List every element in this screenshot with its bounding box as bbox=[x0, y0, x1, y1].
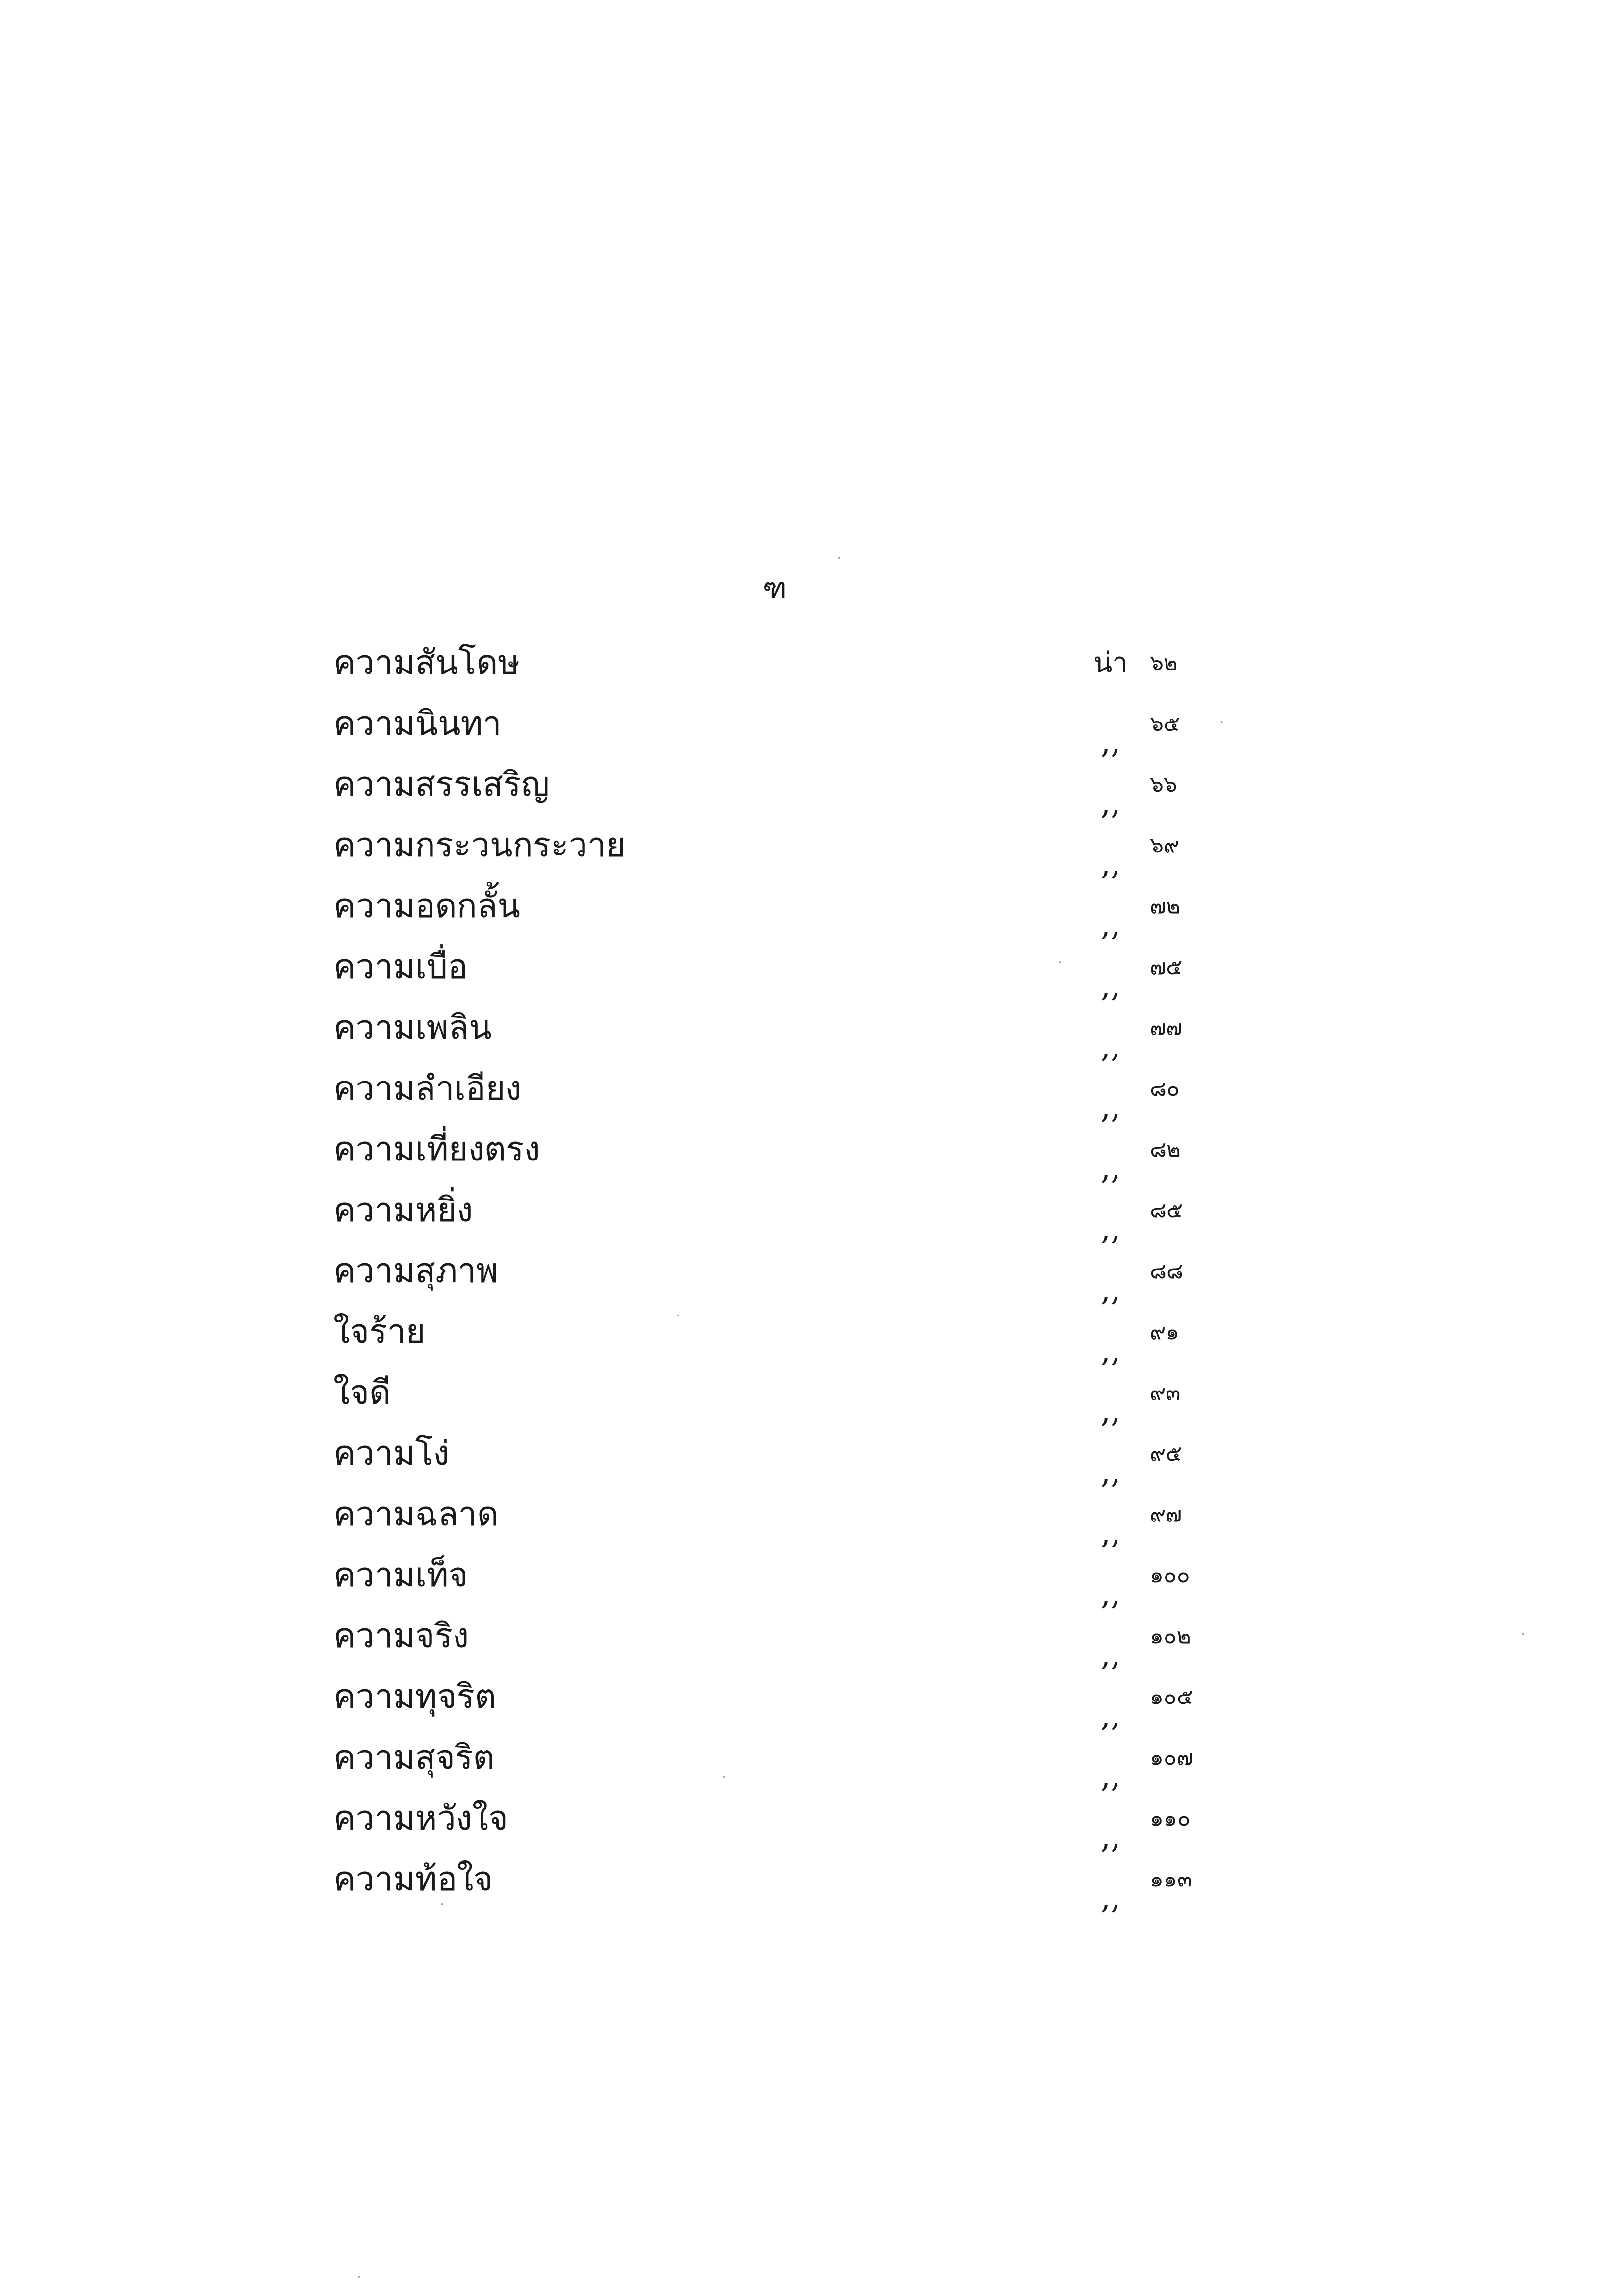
toc-entry bbox=[333, 694, 1255, 761]
toc-entry-page: ๗๗ bbox=[1150, 1015, 1183, 1040]
toc-entry-page: ๙๗ bbox=[1150, 1502, 1182, 1527]
toc-entry-page: ๖๕ bbox=[1150, 711, 1180, 736]
toc-entry-page: ๘๘ bbox=[1150, 1259, 1183, 1284]
scan-speck bbox=[677, 1315, 679, 1316]
ditto-mark: ,, bbox=[1100, 1272, 1121, 1308]
scan-speck bbox=[1522, 1633, 1524, 1635]
toc-entry bbox=[333, 1606, 1255, 1673]
toc-entry-title: ความกระวนกระวาย bbox=[333, 826, 626, 865]
toc-entry bbox=[333, 937, 1255, 1004]
toc-entry bbox=[333, 1727, 1255, 1795]
toc-entry bbox=[333, 633, 1255, 694]
toc-entry-title: ความนินทา bbox=[333, 704, 502, 743]
toc-entry-page: ๑๑๐ bbox=[1150, 1806, 1191, 1831]
toc-entry bbox=[333, 1849, 1255, 1916]
toc-entry bbox=[333, 1363, 1255, 1430]
ditto-mark: ,, bbox=[1100, 1454, 1121, 1491]
page-number: ฑ bbox=[762, 571, 787, 605]
toc-entry-page: ๖๖ bbox=[1150, 772, 1177, 797]
toc-entry-title: ความฉลาด bbox=[333, 1495, 499, 1534]
toc-entry-title: ความท้อใจ bbox=[333, 1860, 493, 1899]
ditto-mark: ,, bbox=[1100, 1698, 1121, 1734]
toc-entry-page: ๗๒ bbox=[1150, 894, 1181, 919]
toc-entry-title: ความเพลิน bbox=[333, 1008, 492, 1047]
toc-entry-title: ความสรรเสริญ bbox=[333, 765, 550, 804]
ditto-mark: ,, bbox=[1100, 724, 1121, 761]
toc-entry-title: ความเที่ยงตรง bbox=[333, 1130, 540, 1169]
toc-entry-title: ความเท็จ bbox=[333, 1556, 468, 1595]
toc-entry-title: ใจร้าย bbox=[333, 1313, 426, 1351]
toc-entry bbox=[333, 754, 1255, 822]
toc-entry-page: ๙๕ bbox=[1150, 1441, 1182, 1466]
scan-speck bbox=[358, 2276, 360, 2278]
toc-entry-title: ความเบื่อ bbox=[333, 948, 468, 986]
toc-entry-page: ๑๐๗ bbox=[1150, 1745, 1193, 1770]
ditto-mark: ,, bbox=[1100, 1819, 1121, 1856]
scan-speck bbox=[838, 557, 840, 559]
toc-entry bbox=[333, 1788, 1255, 1856]
ditto-mark: ,, bbox=[1100, 1150, 1121, 1186]
toc-entry bbox=[333, 1119, 1255, 1186]
ditto-mark: ,, bbox=[1100, 907, 1121, 943]
toc-entry-title: ความทุจริต bbox=[333, 1677, 497, 1716]
page-prefix: น่า bbox=[1093, 647, 1128, 679]
toc-entry-page: ๖๙ bbox=[1150, 833, 1180, 858]
table-of-contents bbox=[333, 633, 1255, 1916]
toc-entry bbox=[333, 876, 1255, 943]
toc-entry-page: ๖๒ bbox=[1150, 650, 1178, 675]
scan-speck bbox=[441, 1903, 443, 1905]
ditto-mark: ,, bbox=[1100, 1576, 1121, 1612]
toc-entry bbox=[333, 1545, 1255, 1612]
toc-entry bbox=[333, 1241, 1255, 1308]
scan-speck bbox=[723, 1776, 725, 1778]
toc-entry bbox=[333, 1484, 1255, 1551]
ditto-mark: ,, bbox=[1100, 1880, 1121, 1916]
toc-entry-page: ๙๑ bbox=[1150, 1319, 1180, 1344]
toc-entry-title: ความลำเอียง bbox=[333, 1069, 522, 1108]
ditto-mark: ,, bbox=[1100, 1089, 1121, 1126]
toc-entry-page: ๑๐๕ bbox=[1150, 1684, 1193, 1709]
toc-entry-page: ๙๓ bbox=[1150, 1380, 1181, 1405]
ditto-mark: ,, bbox=[1100, 968, 1121, 1004]
toc-entry bbox=[333, 1058, 1255, 1126]
ditto-mark: ,, bbox=[1100, 1029, 1121, 1065]
toc-entry-title: ความหยิ่ง bbox=[333, 1191, 473, 1230]
ditto-mark: ,, bbox=[1100, 1211, 1121, 1247]
ditto-mark: ,, bbox=[1100, 846, 1121, 882]
toc-entry-page: ๘๒ bbox=[1150, 1137, 1181, 1162]
toc-entry bbox=[333, 1302, 1255, 1369]
toc-entry-title: ความสันโดษ bbox=[333, 644, 520, 682]
toc-entry-page: ๘๐ bbox=[1150, 1076, 1180, 1101]
toc-entry-page: ๘๕ bbox=[1150, 1198, 1183, 1223]
ditto-mark: ,, bbox=[1100, 1637, 1121, 1673]
ditto-mark: ,, bbox=[1100, 785, 1121, 822]
toc-entry-page: ๑๐๐ bbox=[1150, 1563, 1190, 1588]
toc-entry-title: ความสุภาพ bbox=[333, 1252, 499, 1290]
ditto-mark: ,, bbox=[1100, 1758, 1121, 1795]
toc-entry bbox=[333, 1423, 1255, 1491]
toc-entry-title: ความสุจริต bbox=[333, 1738, 495, 1777]
toc-entry bbox=[333, 1667, 1255, 1734]
toc-entry-page: ๑๐๒ bbox=[1150, 1624, 1191, 1649]
toc-entry bbox=[333, 1180, 1255, 1247]
scan-speck bbox=[1059, 961, 1061, 963]
toc-entry bbox=[333, 815, 1255, 882]
toc-entry-title: ความอดกลั้น bbox=[333, 887, 521, 926]
ditto-mark: ,, bbox=[1100, 1393, 1121, 1430]
toc-entry-title: ความจริง bbox=[333, 1617, 469, 1655]
scan-speck bbox=[1221, 721, 1223, 723]
toc-entry-title: ความโง่ bbox=[333, 1434, 450, 1473]
ditto-mark: ,, bbox=[1100, 1333, 1121, 1369]
toc-entry bbox=[333, 998, 1255, 1065]
toc-entry-page: ๗๕ bbox=[1150, 954, 1183, 979]
ditto-mark: ,, bbox=[1100, 1515, 1121, 1551]
toc-entry-page: ๑๑๓ bbox=[1150, 1867, 1192, 1892]
toc-entry-title: ความหวังใจ bbox=[333, 1799, 508, 1838]
toc-entry-title: ใจดี bbox=[333, 1373, 391, 1412]
